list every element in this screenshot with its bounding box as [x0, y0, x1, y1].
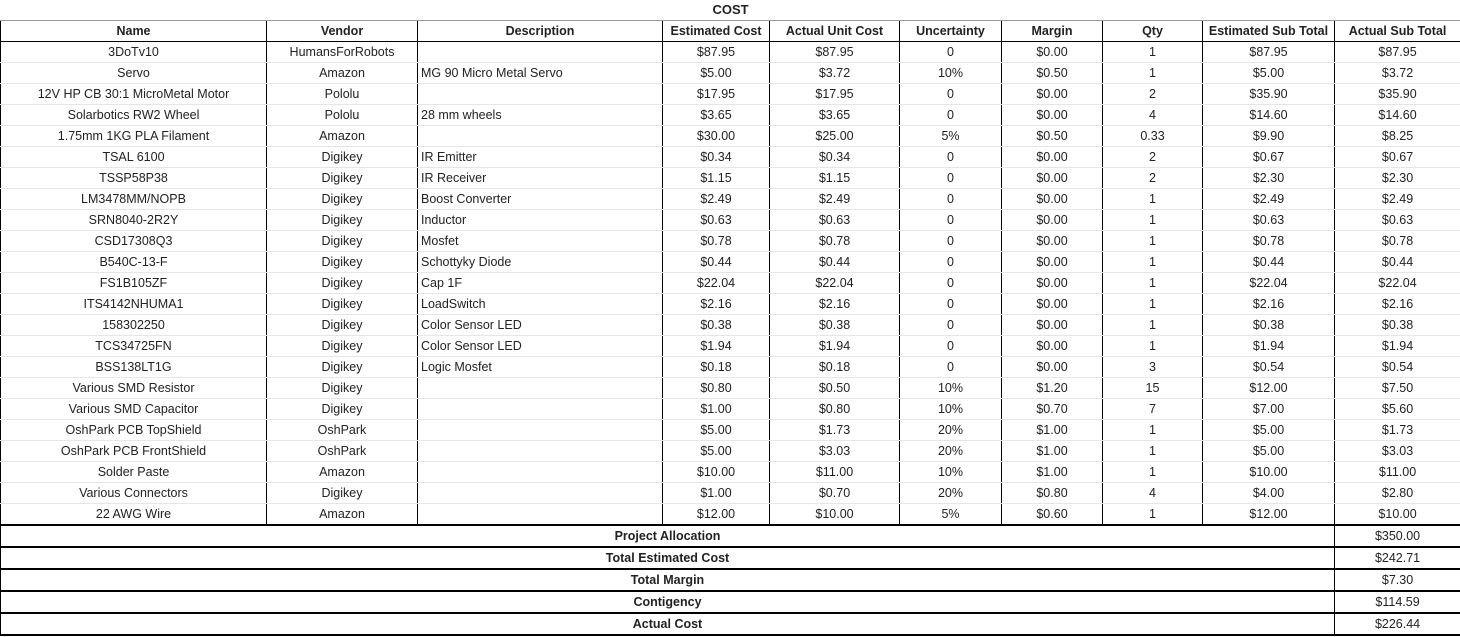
cell-margin[interactable]: $0.00 [1002, 210, 1103, 231]
cell-uncertainty[interactable]: 5% [900, 126, 1002, 147]
cell-description[interactable] [418, 504, 663, 526]
table-row [1, 357, 1460, 378]
cell-name[interactable]: 3DoTv10 [1, 42, 267, 63]
summary-value[interactable]: $7.30 [1335, 569, 1460, 591]
cell-description[interactable]: Color Sensor LED [418, 315, 663, 336]
header-estimated-cost[interactable]: Estimated Cost [663, 21, 770, 42]
cell-uncertainty[interactable]: 0 [900, 336, 1002, 357]
cell-estimated-cost[interactable]: $12.00 [663, 504, 770, 526]
cell-margin[interactable]: $0.00 [1002, 189, 1103, 210]
cell-uncertainty[interactable]: 0 [900, 189, 1002, 210]
cell-description[interactable] [418, 399, 663, 420]
cell-name[interactable]: ITS4142NHUMA1 [1, 294, 267, 315]
table-row [1, 378, 1460, 399]
cell-estimated-sub-total[interactable]: $9.90 [1203, 126, 1335, 147]
cell-name[interactable]: 12V HP CB 30:1 MicroMetal Motor [1, 84, 267, 105]
cell-actual-unit-cost[interactable]: $2.16 [770, 294, 900, 315]
cell-estimated-sub-total[interactable]: $0.78 [1203, 231, 1335, 252]
cell-margin[interactable]: $0.00 [1002, 168, 1103, 189]
cell-vendor[interactable]: Digikey [267, 252, 418, 273]
cell-name[interactable]: CSD17308Q3 [1, 231, 267, 252]
cell-estimated-sub-total[interactable]: $22.04 [1203, 273, 1335, 294]
cell-name[interactable]: Servo [1, 63, 267, 84]
cell-margin[interactable]: $0.00 [1002, 336, 1103, 357]
summary-label[interactable]: Total Estimated Cost [1, 547, 1335, 569]
cell-vendor[interactable]: Digikey [267, 168, 418, 189]
cell-estimated-sub-total[interactable]: $4.00 [1203, 483, 1335, 504]
cell-description[interactable]: IR Receiver [418, 168, 663, 189]
cell-vendor[interactable]: Pololu [267, 105, 418, 126]
summary-label[interactable]: Project Allocation [1, 525, 1335, 547]
cell-name[interactable]: BSS138LT1G [1, 357, 267, 378]
cell-name[interactable]: TCS34725FN [1, 336, 267, 357]
cell-name[interactable]: FS1B105ZF [1, 273, 267, 294]
cell-uncertainty[interactable]: 10% [900, 63, 1002, 84]
cell-estimated-sub-total[interactable]: $12.00 [1203, 504, 1335, 526]
cell-description[interactable]: Cap 1F [418, 273, 663, 294]
cell-actual-sub-total[interactable]: $35.90 [1335, 84, 1460, 105]
cell-name[interactable]: Various Connectors [1, 483, 267, 504]
table-row [1, 441, 1460, 462]
table-row [1, 63, 1460, 84]
header-actual-sub-total[interactable]: Actual Sub Total [1335, 21, 1460, 42]
cell-margin[interactable]: $0.00 [1002, 357, 1103, 378]
table-row [1, 105, 1460, 126]
cell-vendor[interactable]: Amazon [267, 462, 418, 483]
cell-qty[interactable]: 1 [1103, 231, 1203, 252]
cell-vendor[interactable]: Digikey [267, 147, 418, 168]
cell-actual-sub-total[interactable]: $0.67 [1335, 147, 1460, 168]
summary-row [1, 569, 1460, 591]
cell-actual-sub-total[interactable]: $14.60 [1335, 105, 1460, 126]
cell-estimated-cost[interactable]: $0.78 [663, 231, 770, 252]
cell-uncertainty[interactable]: 0 [900, 42, 1002, 63]
cell-estimated-cost[interactable]: $5.00 [663, 441, 770, 462]
cell-actual-sub-total[interactable]: $5.60 [1335, 399, 1460, 420]
cell-name[interactable]: Various SMD Resistor [1, 378, 267, 399]
cell-name[interactable]: 1.75mm 1KG PLA Filament [1, 126, 267, 147]
cell-name[interactable]: SRN8040-2R2Y [1, 210, 267, 231]
summary-value[interactable]: $242.71 [1335, 547, 1460, 569]
cell-margin[interactable]: $1.20 [1002, 378, 1103, 399]
table-row [1, 504, 1460, 526]
cell-actual-sub-total[interactable]: $10.00 [1335, 504, 1460, 526]
table-row [1, 336, 1460, 357]
cell-uncertainty[interactable]: 0 [900, 357, 1002, 378]
cell-estimated-cost[interactable]: $0.34 [663, 147, 770, 168]
cell-uncertainty[interactable]: 0 [900, 294, 1002, 315]
cell-estimated-cost[interactable]: $1.00 [663, 399, 770, 420]
table-row [1, 399, 1460, 420]
cell-qty[interactable]: 1 [1103, 273, 1203, 294]
cell-actual-unit-cost[interactable]: $1.94 [770, 336, 900, 357]
cell-actual-unit-cost[interactable]: $0.63 [770, 210, 900, 231]
cell-description[interactable] [418, 420, 663, 441]
summary-row [1, 525, 1460, 547]
cell-qty[interactable]: 1 [1103, 189, 1203, 210]
cell-estimated-cost[interactable]: $1.94 [663, 336, 770, 357]
cell-qty[interactable]: 0.33 [1103, 126, 1203, 147]
cell-name[interactable]: B540C-13-F [1, 252, 267, 273]
cell-actual-sub-total[interactable]: $11.00 [1335, 462, 1460, 483]
cell-description[interactable]: 28 mm wheels [418, 105, 663, 126]
cell-description[interactable]: Boost Converter [418, 189, 663, 210]
cell-qty[interactable]: 1 [1103, 420, 1203, 441]
summary-label[interactable]: Actual Cost [1, 613, 1335, 635]
cell-actual-unit-cost[interactable]: $0.18 [770, 357, 900, 378]
cell-qty[interactable]: 2 [1103, 168, 1203, 189]
cell-vendor[interactable]: OshPark [267, 420, 418, 441]
cell-uncertainty[interactable]: 0 [900, 273, 1002, 294]
cell-vendor[interactable]: Pololu [267, 84, 418, 105]
table-row [1, 273, 1460, 294]
summary-label[interactable]: Total Margin [1, 569, 1335, 591]
cell-qty[interactable]: 1 [1103, 336, 1203, 357]
cell-actual-unit-cost[interactable]: $3.03 [770, 441, 900, 462]
table-row [1, 147, 1460, 168]
table-row [1, 168, 1460, 189]
cell-actual-unit-cost[interactable]: $10.00 [770, 504, 900, 526]
cell-estimated-sub-total[interactable]: $2.49 [1203, 189, 1335, 210]
cell-margin[interactable]: $0.00 [1002, 231, 1103, 252]
cell-uncertainty[interactable]: 20% [900, 420, 1002, 441]
cell-qty[interactable]: 1 [1103, 504, 1203, 526]
cell-vendor[interactable]: Digikey [267, 210, 418, 231]
cell-estimated-cost[interactable]: $5.00 [663, 63, 770, 84]
summary-row [1, 547, 1460, 569]
summary-value[interactable]: $226.44 [1335, 613, 1460, 635]
cell-qty[interactable]: 15 [1103, 378, 1203, 399]
cell-actual-sub-total[interactable]: $3.72 [1335, 63, 1460, 84]
cell-name[interactable]: Various SMD Capacitor [1, 399, 267, 420]
cell-uncertainty[interactable]: 20% [900, 483, 1002, 504]
cell-actual-unit-cost[interactable]: $0.50 [770, 378, 900, 399]
cell-vendor[interactable]: Digikey [267, 357, 418, 378]
cell-actual-sub-total[interactable]: $22.04 [1335, 273, 1460, 294]
cell-name[interactable]: LM3478MM/NOPB [1, 189, 267, 210]
cell-description[interactable] [418, 378, 663, 399]
cell-qty[interactable]: 4 [1103, 105, 1203, 126]
cell-actual-sub-total[interactable]: $0.44 [1335, 252, 1460, 273]
cell-qty[interactable]: 1 [1103, 462, 1203, 483]
cell-actual-unit-cost[interactable]: $0.80 [770, 399, 900, 420]
cell-actual-sub-total[interactable]: $0.38 [1335, 315, 1460, 336]
cell-actual-sub-total[interactable]: $2.30 [1335, 168, 1460, 189]
cell-actual-sub-total[interactable]: $3.03 [1335, 441, 1460, 462]
cell-uncertainty[interactable]: 10% [900, 462, 1002, 483]
cell-qty[interactable]: 1 [1103, 315, 1203, 336]
header-qty[interactable]: Qty [1103, 21, 1203, 42]
cell-estimated-cost[interactable]: $0.18 [663, 357, 770, 378]
cell-estimated-sub-total[interactable]: $5.00 [1203, 63, 1335, 84]
title-row [1, 0, 1460, 21]
table-row [1, 420, 1460, 441]
cell-uncertainty[interactable]: 0 [900, 84, 1002, 105]
cell-actual-sub-total[interactable]: $0.63 [1335, 210, 1460, 231]
table-row [1, 42, 1460, 63]
header-description[interactable]: Description [418, 21, 663, 42]
cell-description[interactable]: Logic Mosfet [418, 357, 663, 378]
cell-description[interactable] [418, 42, 663, 63]
cell-actual-sub-total[interactable]: $0.78 [1335, 231, 1460, 252]
cell-estimated-sub-total[interactable]: $0.67 [1203, 147, 1335, 168]
cell-vendor[interactable]: Amazon [267, 63, 418, 84]
cell-qty[interactable]: 4 [1103, 483, 1203, 504]
cell-estimated-sub-total[interactable]: $0.54 [1203, 357, 1335, 378]
summary-row [1, 613, 1460, 635]
cell-actual-sub-total[interactable]: $2.80 [1335, 483, 1460, 504]
cell-actual-unit-cost[interactable]: $0.70 [770, 483, 900, 504]
cell-uncertainty[interactable]: 10% [900, 399, 1002, 420]
cell-margin[interactable]: $0.00 [1002, 84, 1103, 105]
cell-actual-sub-total[interactable]: $0.54 [1335, 357, 1460, 378]
cell-estimated-cost[interactable]: $2.16 [663, 294, 770, 315]
cell-actual-unit-cost[interactable]: $17.95 [770, 84, 900, 105]
cell-qty[interactable]: 7 [1103, 399, 1203, 420]
cell-estimated-cost[interactable]: $17.95 [663, 84, 770, 105]
cell-qty[interactable]: 1 [1103, 252, 1203, 273]
cell-margin[interactable]: $0.00 [1002, 273, 1103, 294]
cell-estimated-cost[interactable]: $2.49 [663, 189, 770, 210]
cell-description[interactable]: Mosfet [418, 231, 663, 252]
table-row [1, 462, 1460, 483]
cell-uncertainty[interactable]: 0 [900, 231, 1002, 252]
cell-actual-sub-total[interactable]: $1.94 [1335, 336, 1460, 357]
cell-description[interactable]: IR Emitter [418, 147, 663, 168]
cell-estimated-sub-total[interactable]: $0.38 [1203, 315, 1335, 336]
cell-uncertainty[interactable]: 0 [900, 252, 1002, 273]
cell-name[interactable]: Solarbotics RW2 Wheel [1, 105, 267, 126]
header-actual-unit-cost[interactable]: Actual Unit Cost [770, 21, 900, 42]
cell-margin[interactable]: $0.70 [1002, 399, 1103, 420]
cell-estimated-sub-total[interactable]: $35.90 [1203, 84, 1335, 105]
cell-actual-unit-cost[interactable]: $1.15 [770, 168, 900, 189]
summary-value[interactable]: $114.59 [1335, 591, 1460, 613]
cell-name[interactable]: 22 AWG Wire [1, 504, 267, 526]
cell-margin[interactable]: $0.50 [1002, 63, 1103, 84]
cell-estimated-cost[interactable]: $5.00 [663, 420, 770, 441]
cell-description[interactable] [418, 483, 663, 504]
cell-vendor[interactable]: Digikey [267, 378, 418, 399]
cell-margin[interactable]: $0.80 [1002, 483, 1103, 504]
cell-actual-unit-cost[interactable]: $25.00 [770, 126, 900, 147]
cell-estimated-cost[interactable]: $1.15 [663, 168, 770, 189]
cell-description[interactable]: LoadSwitch [418, 294, 663, 315]
cell-margin[interactable]: $0.60 [1002, 504, 1103, 526]
cell-actual-sub-total[interactable]: $7.50 [1335, 378, 1460, 399]
cell-vendor[interactable]: Digikey [267, 273, 418, 294]
header-estimated-sub-total[interactable]: Estimated Sub Total [1203, 21, 1335, 42]
cell-estimated-cost[interactable]: $10.00 [663, 462, 770, 483]
table-row [1, 126, 1460, 147]
cell-vendor[interactable]: Amazon [267, 504, 418, 526]
cell-estimated-sub-total[interactable]: $7.00 [1203, 399, 1335, 420]
cell-description[interactable]: Schottyky Diode [418, 252, 663, 273]
cell-margin[interactable]: $0.00 [1002, 105, 1103, 126]
cell-vendor[interactable]: Digikey [267, 483, 418, 504]
cell-estimated-sub-total[interactable]: $14.60 [1203, 105, 1335, 126]
cell-margin[interactable]: $1.00 [1002, 420, 1103, 441]
cell-actual-unit-cost[interactable]: $11.00 [770, 462, 900, 483]
cell-margin[interactable]: $0.00 [1002, 252, 1103, 273]
cell-qty[interactable]: 2 [1103, 84, 1203, 105]
cell-name[interactable]: 158302250 [1, 315, 267, 336]
cell-vendor[interactable]: Amazon [267, 126, 418, 147]
cell-estimated-sub-total[interactable]: $0.44 [1203, 252, 1335, 273]
cell-actual-unit-cost[interactable]: $1.73 [770, 420, 900, 441]
cell-estimated-cost[interactable]: $30.00 [663, 126, 770, 147]
cell-estimated-sub-total[interactable]: $2.30 [1203, 168, 1335, 189]
cell-uncertainty[interactable]: 0 [900, 315, 1002, 336]
cell-qty[interactable]: 3 [1103, 357, 1203, 378]
header-row [1, 21, 1460, 42]
cell-qty[interactable]: 1 [1103, 294, 1203, 315]
table-row [1, 252, 1460, 273]
cell-estimated-cost[interactable]: $0.44 [663, 252, 770, 273]
cell-uncertainty[interactable]: 5% [900, 504, 1002, 526]
cell-estimated-sub-total[interactable]: $5.00 [1203, 420, 1335, 441]
cell-uncertainty[interactable]: 0 [900, 168, 1002, 189]
cell-margin[interactable]: $0.00 [1002, 294, 1103, 315]
table-row [1, 189, 1460, 210]
cell-vendor[interactable]: Digikey [267, 189, 418, 210]
cell-actual-unit-cost[interactable]: $87.95 [770, 42, 900, 63]
cell-vendor[interactable]: Digikey [267, 336, 418, 357]
cell-actual-sub-total[interactable]: $8.25 [1335, 126, 1460, 147]
header-vendor[interactable]: Vendor [267, 21, 418, 42]
cell-name[interactable]: TSAL 6100 [1, 147, 267, 168]
summary-value[interactable]: $350.00 [1335, 525, 1460, 547]
cell-actual-unit-cost[interactable]: $3.72 [770, 63, 900, 84]
cell-uncertainty[interactable]: 0 [900, 147, 1002, 168]
cell-estimated-sub-total[interactable]: $12.00 [1203, 378, 1335, 399]
cell-qty[interactable]: 1 [1103, 42, 1203, 63]
cell-description[interactable] [418, 126, 663, 147]
cell-estimated-sub-total[interactable]: $0.63 [1203, 210, 1335, 231]
cell-estimated-sub-total[interactable]: $87.95 [1203, 42, 1335, 63]
cell-description[interactable] [418, 84, 663, 105]
cell-uncertainty[interactable]: 0 [900, 210, 1002, 231]
cell-estimated-sub-total[interactable]: $10.00 [1203, 462, 1335, 483]
cell-description[interactable] [418, 441, 663, 462]
cell-actual-unit-cost[interactable]: $0.34 [770, 147, 900, 168]
cell-estimated-cost[interactable]: $0.63 [663, 210, 770, 231]
sheet-title[interactable]: COST [1, 0, 1460, 21]
cell-estimated-sub-total[interactable]: $1.94 [1203, 336, 1335, 357]
cell-estimated-cost[interactable]: $1.00 [663, 483, 770, 504]
cell-name[interactable]: Solder Paste [1, 462, 267, 483]
cell-estimated-cost[interactable]: $22.04 [663, 273, 770, 294]
cell-margin[interactable]: $1.00 [1002, 462, 1103, 483]
table-row [1, 84, 1460, 105]
summary-row [1, 591, 1460, 613]
cell-estimated-cost[interactable]: $0.80 [663, 378, 770, 399]
cell-qty[interactable]: 1 [1103, 210, 1203, 231]
cell-actual-unit-cost[interactable]: $0.78 [770, 231, 900, 252]
header-name[interactable]: Name [1, 21, 267, 42]
cell-actual-sub-total[interactable]: $2.16 [1335, 294, 1460, 315]
cell-actual-unit-cost[interactable]: $2.49 [770, 189, 900, 210]
cell-description[interactable]: MG 90 Micro Metal Servo [418, 63, 663, 84]
cell-estimated-sub-total[interactable]: $2.16 [1203, 294, 1335, 315]
cell-estimated-sub-total[interactable]: $5.00 [1203, 441, 1335, 462]
cell-uncertainty[interactable]: 20% [900, 441, 1002, 462]
table-row [1, 315, 1460, 336]
table-row [1, 483, 1460, 504]
cell-uncertainty[interactable]: 10% [900, 378, 1002, 399]
cell-estimated-cost[interactable]: $87.95 [663, 42, 770, 63]
cell-description[interactable]: Inductor [418, 210, 663, 231]
cell-vendor[interactable]: OshPark [267, 441, 418, 462]
cell-vendor[interactable]: Digikey [267, 315, 418, 336]
cell-name[interactable]: TSSP58P38 [1, 168, 267, 189]
cell-vendor[interactable]: Digikey [267, 231, 418, 252]
cell-vendor[interactable]: Digikey [267, 399, 418, 420]
cell-actual-sub-total[interactable]: $1.73 [1335, 420, 1460, 441]
cell-margin[interactable]: $0.50 [1002, 126, 1103, 147]
cell-vendor[interactable]: HumansForRobots [267, 42, 418, 63]
cell-name[interactable]: OshPark PCB FrontShield [1, 441, 267, 462]
cell-qty[interactable]: 2 [1103, 147, 1203, 168]
cell-vendor[interactable]: Digikey [267, 294, 418, 315]
cell-estimated-cost[interactable]: $0.38 [663, 315, 770, 336]
cell-qty[interactable]: 1 [1103, 63, 1203, 84]
cell-margin[interactable]: $0.00 [1002, 147, 1103, 168]
summary-label[interactable]: Contigency [1, 591, 1335, 613]
cell-actual-unit-cost[interactable]: $0.44 [770, 252, 900, 273]
cell-actual-unit-cost[interactable]: $0.38 [770, 315, 900, 336]
cell-margin[interactable]: $0.00 [1002, 315, 1103, 336]
cell-margin[interactable]: $1.00 [1002, 441, 1103, 462]
table-row [1, 294, 1460, 315]
cell-name[interactable]: OshPark PCB TopShield [1, 420, 267, 441]
header-margin[interactable]: Margin [1002, 21, 1103, 42]
table-row [1, 231, 1460, 252]
cell-description[interactable]: Color Sensor LED [418, 336, 663, 357]
cell-actual-unit-cost[interactable]: $3.65 [770, 105, 900, 126]
header-uncertainty[interactable]: Uncertainty [900, 21, 1002, 42]
cell-estimated-cost[interactable]: $3.65 [663, 105, 770, 126]
table-row [1, 210, 1460, 231]
cell-margin[interactable]: $0.00 [1002, 42, 1103, 63]
cell-uncertainty[interactable]: 0 [900, 105, 1002, 126]
cell-qty[interactable]: 1 [1103, 441, 1203, 462]
cell-actual-sub-total[interactable]: $2.49 [1335, 189, 1460, 210]
cell-description[interactable] [418, 462, 663, 483]
cell-actual-unit-cost[interactable]: $22.04 [770, 273, 900, 294]
cell-actual-sub-total[interactable]: $87.95 [1335, 42, 1460, 63]
